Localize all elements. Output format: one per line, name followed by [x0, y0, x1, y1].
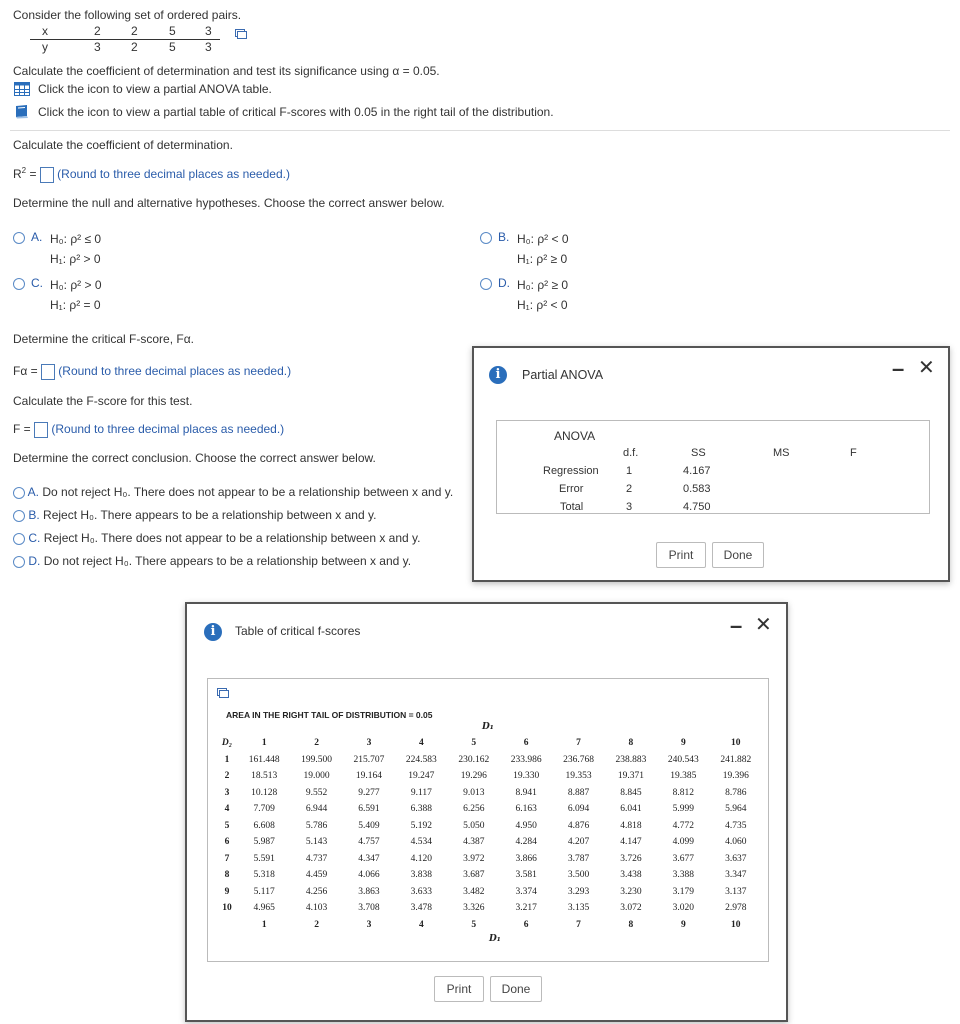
table-cell: 6.608: [253, 820, 275, 831]
table-divider: [30, 39, 220, 40]
critical-f-table: [216, 735, 762, 933]
table-icon[interactable]: [14, 82, 30, 96]
table-cell: 3.020: [672, 903, 694, 914]
table-cell: 4.534: [410, 837, 433, 848]
col-header-df: d.f.: [623, 447, 639, 459]
row-header: 7: [224, 853, 230, 864]
minimize-icon[interactable]: –: [730, 613, 743, 638]
radio-button[interactable]: [13, 278, 25, 290]
alt-hypothesis: H₁: ρ² ≥ 0: [517, 252, 568, 266]
table-cell: 199.500: [301, 754, 333, 765]
table-cell: 4.387: [463, 837, 485, 848]
x-value: 5: [169, 24, 176, 38]
table-cell: 8.941: [515, 787, 537, 798]
column-footer: 1: [261, 919, 267, 930]
table-cell: 19.385: [670, 771, 697, 782]
table-cell: 3.438: [620, 870, 642, 881]
instruction-text: Calculate the coefficient of determination and test its significance using α = 0.05.: [13, 64, 440, 78]
part4-prompt: Calculate the F-score for this test.: [13, 394, 193, 408]
table-cell: 3.374: [515, 886, 537, 897]
table-cell: 4.950: [515, 820, 537, 831]
hypothesis-option-d[interactable]: [480, 276, 680, 316]
r-squared-input[interactable]: [40, 167, 54, 183]
table-cell: 5.987: [253, 837, 275, 848]
table-row: [216, 900, 762, 917]
table-cell: 3.388: [672, 870, 694, 881]
table-cell: 5.786: [305, 820, 328, 831]
alt-hypothesis: H₁: ρ² < 0: [517, 298, 568, 312]
table-cell: 6.094: [567, 804, 590, 815]
table-cell: 19.247: [408, 771, 435, 782]
table-cell: 3.687: [463, 870, 485, 881]
row-header: 8: [224, 870, 230, 881]
option-letter: D.: [498, 276, 510, 290]
radio-button[interactable]: [13, 510, 25, 522]
column-footer: 3: [366, 919, 372, 930]
row-header: 1: [224, 754, 230, 765]
column-header: 4: [418, 738, 424, 749]
table-cell: 18.513: [251, 771, 278, 782]
y-value: 2: [131, 40, 138, 54]
d1-label-bottom: D₁: [489, 934, 501, 944]
table-cell: 3.581: [515, 870, 537, 881]
table-row: [216, 768, 762, 785]
alt-hypothesis: H₁: ρ² = 0: [50, 298, 101, 312]
r-squared-row: [13, 166, 290, 183]
table-cell: 19.353: [565, 771, 592, 782]
table-cell: 3.347: [725, 870, 747, 881]
table-cell: 3.293: [567, 886, 590, 897]
table-cell: 5.117: [253, 886, 275, 897]
alt-hypothesis: H₁: ρ² > 0: [50, 252, 101, 266]
table-cell: 161.448: [248, 754, 280, 765]
column-header: 5: [471, 738, 477, 749]
hypothesis-option-c[interactable]: [13, 276, 213, 316]
f-score-label: F =: [13, 422, 31, 437]
table-cell: 4.284: [515, 837, 537, 848]
table-cell: 3.179: [672, 886, 694, 897]
option-text: Do not reject H₀. There does not appear to be a relationship between x and y.: [42, 485, 454, 499]
option-letter: B.: [28, 508, 40, 522]
table-cell: 236.768: [563, 754, 594, 765]
table-cell: 4.772: [672, 820, 694, 831]
table-cell: 3.482: [463, 886, 485, 897]
column-footer: 5: [471, 919, 477, 930]
book-icon[interactable]: [14, 104, 30, 119]
table-cell: 3.726: [620, 853, 642, 864]
done-button[interactable]: Done: [712, 542, 764, 568]
row-ss: 4.167: [683, 465, 711, 477]
section-divider: [10, 130, 950, 131]
conclusion-option-a[interactable]: [13, 485, 453, 499]
radio-button[interactable]: [13, 487, 25, 499]
table-cell: 3.633: [410, 886, 433, 897]
x-value: 2: [94, 24, 101, 38]
table-row: [216, 752, 762, 769]
critical-f-label: Fα =: [13, 364, 38, 379]
info-icon: i: [204, 623, 222, 641]
hypothesis-option-b[interactable]: [480, 230, 680, 270]
anova-popup-title: Partial ANOVA: [522, 368, 604, 382]
row-ss: 0.583: [683, 483, 711, 495]
table-cell: 4.737: [305, 853, 328, 864]
part5-prompt: Determine the correct conclusion. Choose the correct answer below.: [13, 451, 376, 465]
row-source: Error: [559, 483, 584, 495]
ordered-pairs-table: [30, 24, 220, 56]
table-cell: 215.707: [353, 754, 385, 765]
question-intro: Consider the following set of ordered pairs.: [13, 8, 242, 22]
table-cell: 6.591: [358, 804, 380, 815]
table-row: [216, 801, 762, 818]
x-value: 2: [131, 24, 138, 38]
info-icon: i: [489, 366, 507, 384]
table-cell: 3.972: [463, 853, 485, 864]
column-header: 9: [680, 738, 686, 749]
table-cell: 6.388: [410, 804, 433, 815]
table-cell: 8.887: [567, 787, 590, 798]
table-cell: 4.099: [672, 837, 694, 848]
f-score-hint: (Round to three decimal places as needed.): [51, 422, 285, 437]
col-header-ss: SS: [691, 447, 706, 459]
table-cell: 4.876: [567, 820, 590, 831]
null-hypothesis: H₀: ρ² ≤ 0: [50, 232, 102, 246]
table-cell: 4.066: [358, 870, 380, 881]
close-icon[interactable]: ✕: [918, 357, 935, 379]
null-hypothesis: H₀: ρ² > 0: [50, 278, 102, 292]
table-cell: 4.965: [253, 903, 275, 914]
table-cell: 233.986: [510, 754, 542, 765]
table-cell: 4.818: [620, 820, 642, 831]
table-cell: 4.120: [410, 853, 433, 864]
minimize-icon[interactable]: –: [892, 356, 905, 381]
conclusion-option-c[interactable]: [13, 531, 420, 545]
row-header: 10: [222, 903, 232, 914]
copy-table-icon[interactable]: [217, 688, 229, 698]
radio-button[interactable]: [13, 556, 25, 568]
row-source: Regression: [543, 465, 599, 477]
table-cell: 5.318: [253, 870, 275, 881]
conclusion-option-d[interactable]: [13, 554, 411, 568]
table-row: [216, 818, 762, 835]
table-cell: 5.591: [253, 853, 275, 864]
table-cell: 5.143: [305, 837, 328, 848]
table-cell: 3.787: [567, 853, 590, 864]
table-cell: 241.882: [720, 754, 752, 765]
anova-popup: [472, 346, 950, 582]
conclusion-option-b[interactable]: [13, 508, 376, 522]
option-letter: A.: [31, 230, 43, 244]
table-row: [216, 785, 762, 802]
table-cell: 7.709: [253, 804, 275, 815]
anova-link-text[interactable]: Click the icon to view a partial ANOVA table.: [38, 82, 272, 96]
table-row: [216, 884, 762, 901]
table-cell: 4.256: [305, 886, 328, 897]
critical-f-row: [13, 364, 291, 380]
table-row: [216, 867, 762, 884]
table-cell: 238.883: [615, 754, 647, 765]
f-score-row: [13, 422, 284, 438]
null-hypothesis: H₀: ρ² < 0: [517, 232, 569, 246]
table-cell: 6.041: [620, 804, 642, 815]
print-button[interactable]: Print: [656, 542, 706, 568]
table-row: [216, 851, 762, 868]
d2-label: D₂: [221, 738, 233, 749]
table-cell: 10.128: [251, 787, 278, 798]
part2-prompt: Determine the null and alternative hypotheses. Choose the correct answer below.: [13, 196, 445, 210]
table-cell: 3.708: [358, 903, 380, 914]
print-button[interactable]: Print: [434, 976, 484, 1002]
y-value: 3: [94, 40, 101, 54]
table-cell: 3.230: [620, 886, 642, 897]
option-text: Reject H₀. There does not appear to be a relationship between x and y.: [43, 531, 421, 545]
row-ss: 4.750: [683, 501, 711, 513]
r-squared-hint: (Round to three decimal places as needed.): [57, 167, 290, 181]
table-cell: 3.217: [515, 903, 537, 914]
table-cell: 9.013: [463, 787, 485, 798]
x-value: 3: [205, 24, 212, 38]
y-value: 5: [169, 40, 176, 54]
table-cell: 224.583: [405, 754, 437, 765]
r-equals: =: [26, 167, 37, 181]
table-cell: 3.637: [725, 853, 747, 864]
table-cell: 5.999: [672, 804, 694, 815]
table-cell: 6.256: [463, 804, 485, 815]
column-footer: 4: [418, 919, 424, 930]
copy-data-icon[interactable]: [235, 29, 247, 39]
table-cell: 4.757: [358, 837, 380, 848]
footer-spacer: [216, 917, 238, 934]
table-caption: AREA IN THE RIGHT TAIL OF DISTRIBUTION = 0.05: [226, 710, 433, 720]
column-header: 1: [261, 738, 267, 749]
column-header: 6: [523, 738, 529, 749]
row-df: 2: [626, 483, 633, 495]
row-df: 1: [626, 465, 633, 477]
column-header: 2: [314, 738, 319, 749]
row-header: 3: [224, 787, 230, 798]
column-header: 8: [628, 738, 634, 749]
table-cell: 5.192: [410, 820, 433, 831]
table-cell: 9.552: [305, 787, 328, 798]
option-letter: C.: [31, 276, 43, 290]
table-cell: 3.677: [672, 853, 694, 864]
close-icon[interactable]: ✕: [755, 614, 772, 636]
table-cell: 6.944: [305, 804, 328, 815]
fscore-table-frame: [207, 678, 769, 962]
table-cell: 19.396: [722, 771, 749, 782]
column-footer: 8: [628, 919, 634, 930]
table-cell: 5.964: [725, 804, 747, 815]
table-cell: 3.137: [725, 886, 747, 897]
row-header: 5: [224, 820, 230, 831]
column-header: 7: [576, 738, 581, 749]
table-cell: 3.866: [515, 853, 537, 864]
table-cell: 4.060: [725, 837, 747, 848]
table-cell: 3.500: [567, 870, 590, 881]
column-footer: 7: [576, 919, 581, 930]
fscore-popup: [185, 602, 788, 1022]
table-cell: 6.163: [515, 804, 537, 815]
row-header: 9: [224, 886, 230, 897]
option-text: Reject H₀. There appears to be a relationship between x and y.: [43, 508, 377, 522]
f-score-input[interactable]: [34, 422, 48, 438]
d1-label-top: D₁: [482, 722, 494, 732]
radio-button[interactable]: [13, 232, 25, 244]
radio-button[interactable]: [480, 232, 492, 244]
table-cell: 19.164: [355, 771, 383, 782]
part1-prompt: Calculate the coefficient of determination.: [13, 138, 233, 152]
row-source: Total: [560, 501, 584, 513]
fscore-link-text[interactable]: Click the icon to view a partial table of critical F-scores with 0.05 in the right tail of the distribution.: [38, 105, 554, 119]
table-cell: 3.072: [620, 903, 642, 914]
table-cell: 19.000: [303, 771, 330, 782]
table-cell: 9.117: [410, 787, 432, 798]
x-header: x: [42, 24, 48, 38]
table-cell: 19.371: [617, 771, 644, 782]
radio-button[interactable]: [480, 278, 492, 290]
row-df: 3: [626, 501, 633, 513]
table-cell: 4.347: [358, 853, 380, 864]
r-sup: 2: [21, 166, 27, 175]
table-cell: 5.050: [463, 820, 485, 831]
null-hypothesis: H₀: ρ² ≥ 0: [517, 278, 569, 292]
table-cell: 9.277: [358, 787, 380, 798]
table-cell: 3.863: [358, 886, 380, 897]
table-cell: 4.207: [567, 837, 590, 848]
col-header-f: F: [850, 447, 857, 459]
table-row: [216, 834, 762, 851]
column-footer: 10: [731, 919, 741, 930]
column-footer: 2: [314, 919, 319, 930]
y-value: 3: [205, 40, 212, 54]
table-cell: 19.296: [460, 771, 487, 782]
critical-f-hint: (Round to three decimal places as needed.): [58, 364, 292, 379]
column-header: 3: [366, 738, 372, 749]
table-cell: 3.478: [410, 903, 433, 914]
row-header: 6: [224, 837, 230, 848]
table-cell: 4.103: [305, 903, 328, 914]
col-header-ms: MS: [773, 447, 790, 459]
row-header: 2: [224, 771, 230, 782]
option-letter: C.: [28, 531, 41, 545]
table-cell: 3.135: [567, 903, 590, 914]
row-header: 4: [224, 804, 230, 815]
table-cell: 240.543: [667, 754, 699, 765]
table-cell: 5.409: [358, 820, 380, 831]
column-footer-row: [216, 917, 762, 934]
table-cell: 8.812: [672, 787, 694, 798]
table-cell: 8.845: [620, 787, 642, 798]
anova-table-frame: [496, 420, 930, 514]
part3-prompt: Determine the critical F-score, Fα.: [13, 332, 194, 346]
critical-f-input[interactable]: [41, 364, 55, 380]
r-label: R: [13, 167, 22, 181]
table-cell: 4.735: [725, 820, 747, 831]
table-cell: 2.978: [725, 903, 747, 914]
option-letter: D.: [28, 554, 41, 568]
table-cell: 3.326: [463, 903, 485, 914]
option-letter: B.: [498, 230, 510, 244]
option-text: Do not reject H₀. There appears to be a relationship between x and y.: [43, 554, 412, 568]
table-cell: 8.786: [725, 787, 747, 798]
done-button[interactable]: Done: [490, 976, 542, 1002]
table-cell: 230.162: [458, 754, 490, 765]
table-cell: 3.838: [410, 870, 433, 881]
option-letter: A.: [27, 485, 40, 499]
y-header: y: [42, 40, 48, 54]
column-header: 10: [731, 738, 741, 749]
table-cell: 4.459: [305, 870, 328, 881]
anova-table-title: ANOVA: [554, 429, 596, 443]
column-footer: 9: [680, 919, 686, 930]
table-cell: 4.147: [620, 837, 642, 848]
column-header-row: [216, 735, 762, 752]
table-cell: 19.330: [513, 771, 540, 782]
radio-button[interactable]: [13, 533, 25, 545]
fscore-popup-title: Table of critical f-scores: [235, 624, 361, 638]
hypothesis-option-a[interactable]: [13, 230, 213, 270]
column-footer: 6: [523, 919, 529, 930]
